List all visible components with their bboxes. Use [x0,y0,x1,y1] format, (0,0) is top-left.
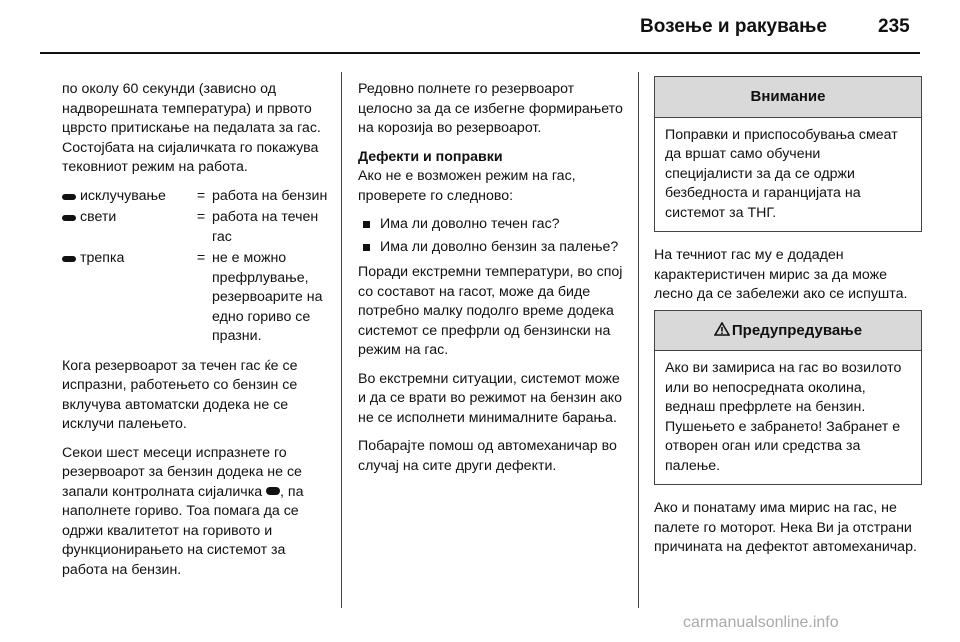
notice-title: Внимание [655,77,921,118]
checklist [358,215,626,257]
watermark: carmanualsonline.info [683,614,839,631]
indicator-lamp-icon [62,215,76,221]
paragraph-text: Секои шест месеци испразнете го резервоарот за бензин додека не се запали контролната сијаличка [62,444,302,500]
paragraph: Во екстремни ситуации, системот може и да се врати во режимот на бензин ако не се исполнети минималните барања. [358,370,623,426]
paragraph: Поради екстремни температури, во спој со составот на гасот, може да биде потребно малку подолго време додека системот се префрли од бензински на режим на гас. [358,264,623,358]
column-middle [358,80,626,485]
status-value: не е можно префрлување, резервоарите на едно гориво се празни. [212,250,323,344]
status-table [62,187,334,347]
paragraph: Кога резервоарот за течен гас ќе се испразни, работењето со бензин се вклучува автоматски додека не се исклучи палењето. [62,357,298,432]
column-left [62,80,334,589]
column-divider-1 [341,72,342,608]
list-item: Има ли доволно течен гас? [358,215,626,235]
warning-box [654,310,922,486]
status-value: работа на течен гас [212,209,319,245]
paragraph [62,444,334,581]
header-rule [40,52,920,54]
paragraph: Побарајте помош од автомеханичар во случај на сите други дефекти. [358,438,617,474]
equals-sign: = [196,187,206,204]
warning-title: Предупредување [731,321,863,339]
page-number: 235 [878,16,910,37]
paragraph: На течниот гас му е додаден карактеристичен мирис за да може лесно да се забележи ако се испушта. [654,247,908,302]
table-row [62,249,334,347]
warning-text: Ако ви замирисa на гас во возилото или во непосредната околина, веднаш префрлете на бензин. Пушењето е забрането! Забранет е отворен оган или средства за палење. [665,360,902,474]
indicator-lamp-icon [62,256,76,262]
section-heading: Дефекти и поправки [358,148,503,165]
indicator-lamp-icon [62,194,76,200]
column-right [654,80,922,567]
warning-header [655,311,921,352]
paragraph-text: , па наполнете гориво. Тоа помага да се одржи квалитетот на горивото и функционирањето на системот за работа на бензин. [62,483,304,578]
paragraph: Ако не е возможен режим на гас, проверете го следново: [358,168,576,204]
equals-sign: = [196,209,206,225]
table-row [62,208,334,247]
status-key: исклучување [80,187,166,204]
paragraph: по околу 60 секунди (зависно од надворешната температура) и првото цврсто притискање на педалата за гас. Состојбата на сијаличката го покажува тековниот режим на работа. [62,81,321,175]
indicator-lamp-icon [266,487,280,495]
column-divider-2 [638,72,639,608]
list-item: Има ли доволно бензин за палење? [358,238,626,258]
paragraph: Ако и понатаму има мирис на гас, не палете го моторот. Нека Ви ја отстрани причината на дефектот автомеханичар. [654,500,917,555]
warning-triangle-icon [714,322,730,336]
notice-box [654,76,922,232]
notice-text: Поправки и приспособувања смеат да вршат само обучени специјалисти за да се одржи безбедноста и гаранцијата на системот за ТНГ. [665,126,898,221]
paragraph: Редовно полнете го резервоарот целосно за да се избегне формирањето на корозија во резервоарот. [358,81,623,136]
status-value: работа на бензин [212,187,328,204]
table-row [62,187,334,207]
status-key: трепка [80,250,125,266]
equals-sign: = [196,250,206,266]
header-title: Возење и ракување [640,16,827,37]
status-key: свети [80,209,117,225]
